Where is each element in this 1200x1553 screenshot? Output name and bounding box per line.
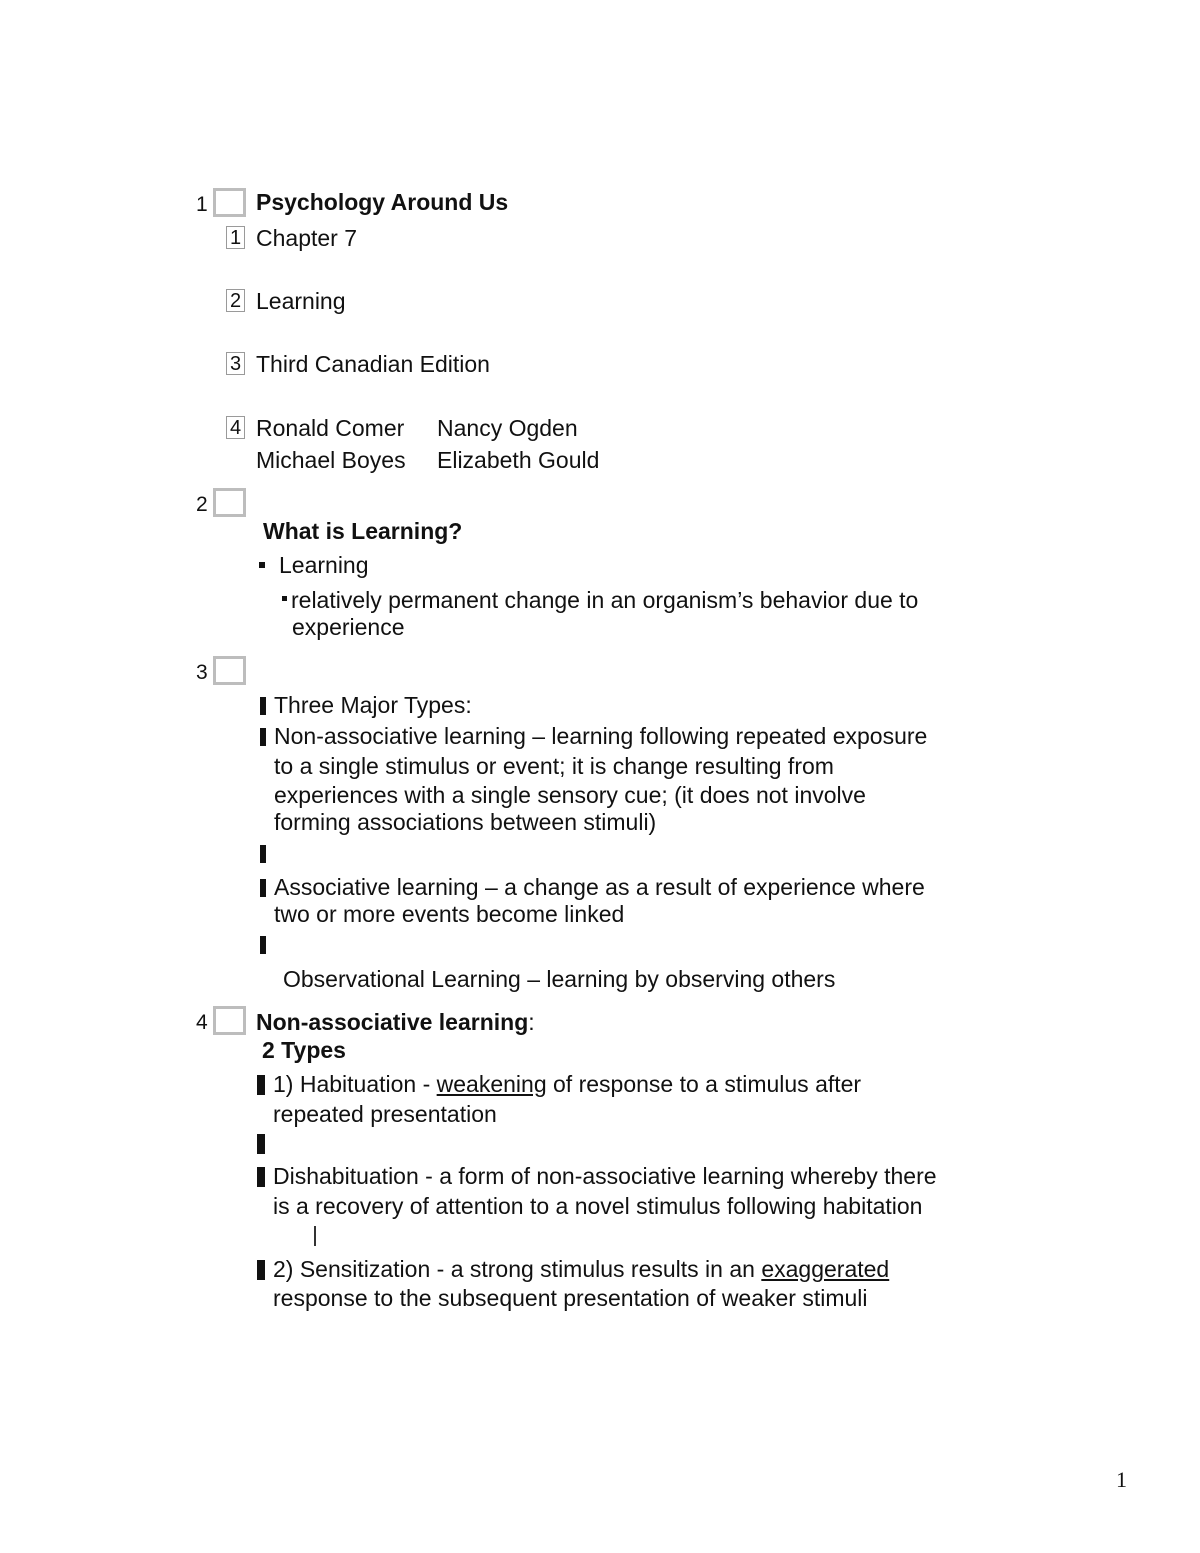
bullet-icon: [260, 936, 266, 954]
notes-text: Learning: [256, 288, 346, 314]
author-name: Nancy Ogden: [437, 415, 578, 441]
sub-bullet-text: experience: [292, 614, 405, 640]
bullet-text: two or more events become linked: [274, 901, 625, 927]
slide-title: Psychology Around Us: [256, 189, 509, 215]
notes-text: Chapter 7: [256, 225, 358, 251]
bullet-text: Observational Learning – learning by observing others: [283, 966, 836, 992]
notes-number: 4: [226, 416, 245, 439]
habituation-text: of response to a stimulus after: [546, 1071, 862, 1097]
bullet-text: is a recovery of attention to a novel stimulus following habitation: [273, 1193, 923, 1219]
bullet-icon: [257, 1134, 265, 1154]
bullet-text: experiences with a single sensory cue; (it does not involve: [274, 782, 866, 808]
bullet-text: [273, 1071, 861, 1097]
notes-number: 2: [226, 289, 245, 312]
bullet-icon: [260, 697, 266, 715]
sensitization-text: 2) Sensitization - a strong stimulus results in an: [273, 1256, 762, 1282]
slide-subtitle: 2 Types: [262, 1037, 346, 1063]
bullet-icon: [257, 1260, 265, 1280]
bullet-text: Learning: [279, 552, 369, 578]
author-name: Michael Boyes: [256, 447, 406, 473]
bullet-icon: [259, 562, 265, 568]
bullet-text: Dishabituation - a form of non-associative learning whereby there: [273, 1163, 937, 1189]
slide-thumbnail: [213, 488, 246, 517]
bullet-text: Non-associative learning – learning following repeated exposure: [274, 723, 928, 749]
slide-title-colon: :: [528, 1009, 535, 1035]
bullet-icon: [257, 1167, 265, 1187]
notes-text: Third Canadian Edition: [256, 351, 490, 377]
notes-number: 3: [226, 352, 245, 375]
bullet-text: response to the subsequent presentation of weaker stimuli: [273, 1285, 868, 1311]
text-cursor-mark: [314, 1226, 316, 1246]
author-name: Ronald Comer: [256, 415, 405, 441]
bullet-text: repeated presentation: [273, 1101, 497, 1127]
bullet-text: forming associations between stimuli): [274, 809, 657, 835]
sub-bullet-text: relatively permanent change in an organism’s behavior due to: [291, 587, 919, 613]
habituation-label: 1) Habituation -: [273, 1071, 437, 1097]
slide-number: 4: [196, 1011, 208, 1034]
slide-heading: What is Learning?: [263, 518, 463, 544]
underlined-term: weakening: [436, 1071, 547, 1097]
slide-thumbnail: [213, 656, 246, 685]
author-name: Elizabeth Gould: [437, 447, 600, 473]
underlined-term: exaggerated: [761, 1256, 890, 1282]
sub-bullet-icon: [282, 596, 287, 601]
slide-number: 1: [196, 193, 208, 216]
bullet-text: Associative learning – a change as a result of experience where: [274, 874, 925, 900]
slide-number: 2: [196, 493, 208, 516]
bullet-icon: [257, 1075, 265, 1095]
bullet-text: to a single stimulus or event; it is change resulting from: [274, 753, 834, 779]
bullet-icon: [260, 845, 266, 863]
slide-number: 3: [196, 661, 208, 684]
bullet-icon: [260, 728, 266, 746]
slide-title-text: Non-associative learning: [256, 1009, 529, 1035]
notes-number: 1: [226, 226, 245, 249]
slide-thumbnail: [213, 188, 246, 217]
bullet-text: [273, 1256, 889, 1282]
slide-title: [256, 1009, 535, 1035]
page-number: 1: [1116, 1467, 1127, 1492]
bullet-text: Three Major Types:: [274, 692, 472, 718]
bullet-icon: [260, 879, 266, 897]
slide-thumbnail: [213, 1006, 246, 1035]
